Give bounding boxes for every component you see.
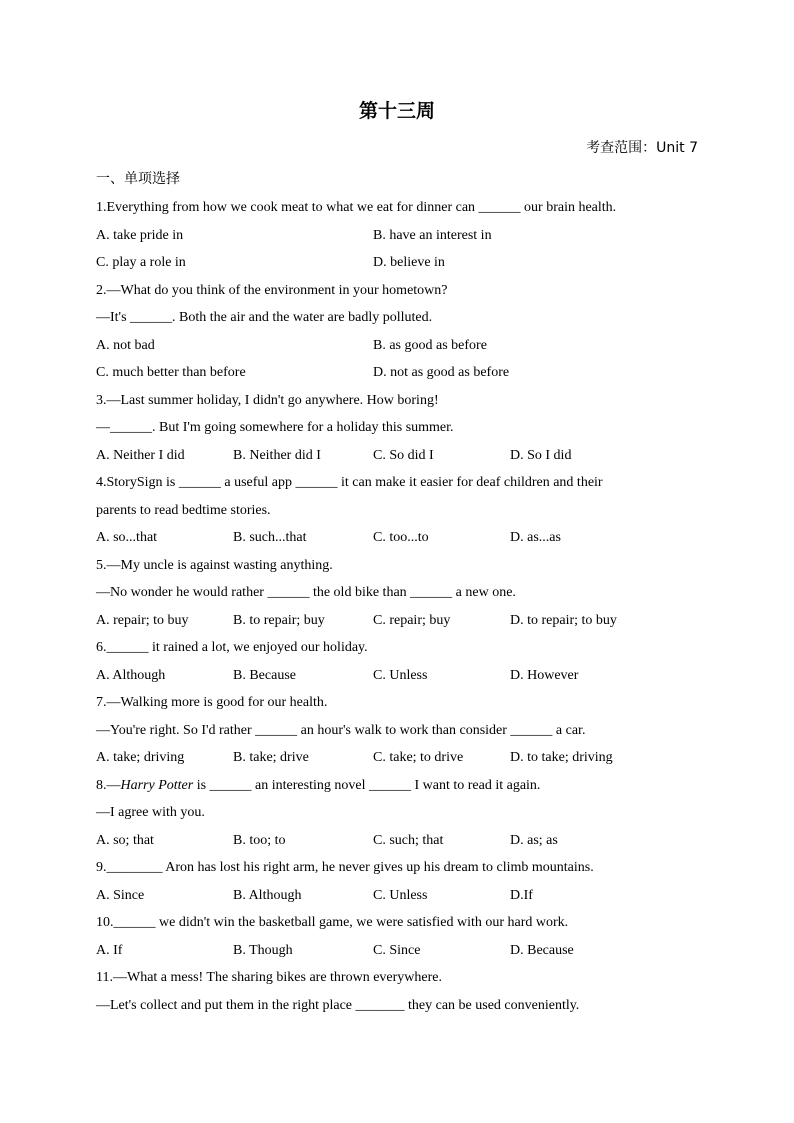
question-1-options-row-2 (96, 253, 706, 281)
question-8-stem (96, 776, 706, 804)
question-6-options (96, 666, 706, 694)
question-10-option-c[interactable]: C. Since (373, 942, 421, 958)
question-4-stem: 4.StorySign is ______ a useful app ______ it can make it easier for deaf children and their (96, 475, 603, 490)
question-1-option-d[interactable]: D. believe in (373, 255, 445, 270)
question-5-reply: —No wonder he would rather ______ the old bike than ______ a new one. (96, 585, 516, 600)
question-6-option-a[interactable]: A. Although (96, 667, 166, 683)
question-8-prefix: 8.— (96, 777, 121, 793)
question-4-option-d[interactable]: D. as...as (510, 530, 561, 545)
question-7-option-c[interactable]: C. take; to drive (373, 750, 464, 765)
question-9-options (96, 886, 706, 914)
question-6-option-d[interactable]: D. However (510, 667, 579, 683)
question-2-stem: 2.—What do you think of the environment in your hometown? (96, 282, 448, 298)
question-7-options (96, 748, 706, 776)
question-3-option-b[interactable]: B. Neither did I (233, 447, 321, 463)
question-8-option-b[interactable]: B. too; to (233, 832, 286, 848)
question-7-stem: 7.—Walking more is good for our health. (96, 695, 328, 710)
question-8-options (96, 831, 706, 859)
question-5-option-c[interactable]: C. repair; buy (373, 612, 451, 628)
question-5-option-b[interactable]: B. to repair; buy (233, 612, 325, 628)
question-10-option-a[interactable]: A. If (96, 942, 123, 958)
question-2-option-a[interactable]: A. not bad (96, 337, 155, 353)
question-3-reply: —______. But I'm going somewhere for a holiday this summer. (96, 420, 454, 435)
question-4-option-a[interactable]: A. so...that (96, 530, 158, 545)
question-9-stem: 9.________ Aron has lost his right arm, he never gives up his dream to climb mountains. (96, 860, 594, 875)
section-heading: 一、单项选择 (96, 171, 180, 187)
question-11-stem: 11.—What a mess! The sharing bikes are thrown everywhere. (96, 970, 442, 985)
question-10-option-b[interactable]: B. Though (233, 942, 293, 958)
question-6-option-c[interactable]: C. Unless (373, 667, 428, 683)
question-8-reply: —I agree with you. (96, 805, 205, 820)
question-8-stem-rest: is ______ an interesting novel ______ I want to read it again. (193, 777, 541, 793)
question-2-option-d[interactable]: D. not as good as before (373, 365, 510, 380)
question-6-option-b[interactable]: B. Because (233, 667, 296, 683)
question-7-option-a[interactable]: A. take; driving (96, 750, 185, 765)
question-1-option-a[interactable]: A. take pride in (96, 227, 184, 243)
question-1-stem: 1.Everything from how we cook meat to what we eat for dinner can ______ our brain health. (96, 200, 617, 215)
question-10-option-d[interactable]: D. Because (510, 942, 574, 958)
question-3-option-a[interactable]: A. Neither I did (96, 447, 185, 463)
question-4-option-b[interactable]: B. such...that (233, 530, 307, 545)
question-6-stem: 6.______ it rained a lot, we enjoyed our holiday. (96, 640, 368, 655)
question-2-option-c[interactable]: C. much better than before (96, 365, 246, 380)
question-1-option-b[interactable]: B. have an interest in (373, 227, 492, 243)
question-2-options-row-1 (96, 336, 706, 364)
question-4-stem-continued: parents to read bedtime stories. (96, 502, 271, 518)
question-3-stem: 3.—Last summer holiday, I didn't go anywhere. How boring! (96, 392, 439, 408)
question-9-option-b[interactable]: B. Although (233, 887, 302, 903)
question-5-option-d[interactable]: D. to repair; to buy (510, 612, 617, 628)
question-2-options-row-2 (96, 363, 706, 391)
question-7-reply: —You're right. So I'd rather ______ an hour's walk to work than consider ______ a car. (96, 722, 586, 738)
question-5-options (96, 611, 706, 639)
question-7-option-b[interactable]: B. take; drive (233, 750, 309, 765)
question-5-option-a[interactable]: A. repair; to buy (96, 612, 189, 628)
question-3-options (96, 446, 706, 474)
question-2-reply: —It's ______. Both the air and the water are badly polluted. (96, 310, 433, 325)
question-8-book-title: Harry Potter (120, 777, 194, 793)
question-list (96, 198, 706, 1023)
question-3-option-d[interactable]: D. So I did (510, 447, 572, 463)
question-10-options (96, 941, 706, 969)
exam-scope: 考查范围：Unit 7 (586, 140, 698, 156)
page-title: 第十三周 (358, 100, 435, 122)
question-11-reply: —Let's collect and put them in the right place _______ they can be used conveniently. (96, 997, 580, 1013)
question-8-option-a[interactable]: A. so; that (96, 832, 154, 848)
question-9-option-c[interactable]: C. Unless (373, 887, 428, 903)
question-7-option-d[interactable]: D. to take; driving (510, 750, 613, 765)
question-5-stem: 5.—My uncle is against wasting anything. (96, 557, 333, 573)
question-8-option-d[interactable]: D. as; as (510, 832, 558, 848)
question-4-options (96, 528, 706, 556)
question-4-option-c[interactable]: C. too...to (373, 530, 429, 545)
question-9-option-d[interactable]: D.If (510, 887, 533, 903)
question-1-options-row-1 (96, 226, 706, 254)
question-1-option-c[interactable]: C. play a role in (96, 255, 186, 270)
question-9-option-a[interactable]: A. Since (96, 887, 145, 903)
question-8-option-c[interactable]: C. such; that (373, 832, 444, 848)
question-10-stem: 10.______ we didn't win the basketball game, we were satisfied with our hard work. (96, 915, 569, 930)
question-2-option-b[interactable]: B. as good as before (373, 337, 487, 353)
question-3-option-c[interactable]: C. So did I (373, 447, 434, 463)
